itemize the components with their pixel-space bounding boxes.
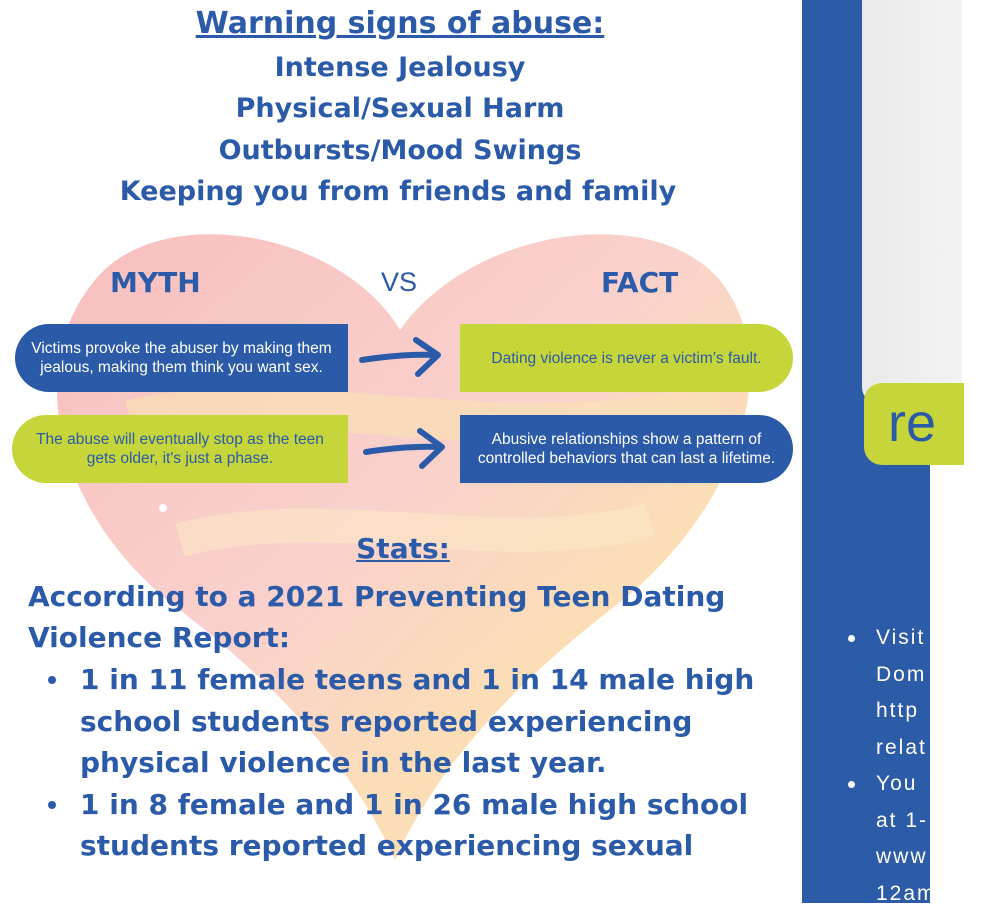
list-item	[80, 659, 795, 784]
warning-sign: Intense Jealousy	[0, 52, 800, 83]
fact-pill: Dating violence is never a victim’s fault.	[460, 324, 793, 392]
list-item	[802, 766, 1002, 803]
fact-label: FACT	[601, 266, 678, 299]
list-item	[802, 730, 1002, 767]
resource-text: You	[876, 772, 917, 795]
warning-sign: Physical/Sexual Harm	[0, 93, 800, 124]
list-item	[802, 876, 1002, 912]
list-item	[802, 620, 1002, 657]
resource-text: http	[876, 699, 919, 722]
vs-label: VS	[381, 267, 417, 298]
photo-image	[862, 0, 962, 405]
right-panel	[802, 0, 930, 903]
warning-heading: Warning signs of abuse:	[0, 6, 800, 41]
resource-text: Visit	[876, 626, 925, 649]
arrow-right-icon	[358, 336, 444, 380]
list-item	[802, 839, 1002, 876]
stats-list	[80, 659, 795, 867]
resource-text: Dom	[876, 663, 926, 686]
list-item	[80, 784, 795, 867]
list-item	[802, 803, 1002, 840]
bullet-icon	[48, 676, 56, 684]
myth-pill: The abuse will eventually stop as the teen gets older, it's just a phase.	[12, 415, 348, 483]
fact-pill: Abusive relationships show a pattern of controlled behaviors that can last a lifetime.	[460, 415, 793, 483]
warning-sign: Keeping you from friends and family	[0, 176, 798, 207]
stat-text: 1 in 11 female teens and 1 in 14 male high school students reported experiencing physical violence in the last year.	[80, 663, 754, 779]
stats-intro: According to a 2021 Preventing Teen Dating Violence Report:	[28, 576, 788, 658]
stats-heading: Stats:	[3, 532, 803, 565]
bullet-icon	[848, 635, 855, 642]
banner-text: re	[888, 392, 936, 454]
warning-sign: Outbursts/Mood Swings	[0, 135, 800, 166]
list-item	[802, 693, 1002, 730]
resource-text: www	[876, 845, 928, 868]
resource-text: at 1-	[876, 809, 928, 832]
bullet-icon	[848, 781, 855, 788]
arrow-right-icon	[362, 426, 448, 470]
stat-text: 1 in 8 female and 1 in 26 male high school students reported experiencing sexual	[80, 788, 748, 863]
list-item	[802, 657, 1002, 694]
bullet-icon	[48, 801, 56, 809]
resource-text: 12am	[876, 882, 937, 905]
resource-text: relat	[876, 736, 927, 759]
myth-label: MYTH	[110, 266, 201, 299]
resource-list	[802, 620, 1002, 912]
myth-pill: Victims provoke the abuser by making them jealous, making them think you want sex.	[15, 324, 348, 392]
